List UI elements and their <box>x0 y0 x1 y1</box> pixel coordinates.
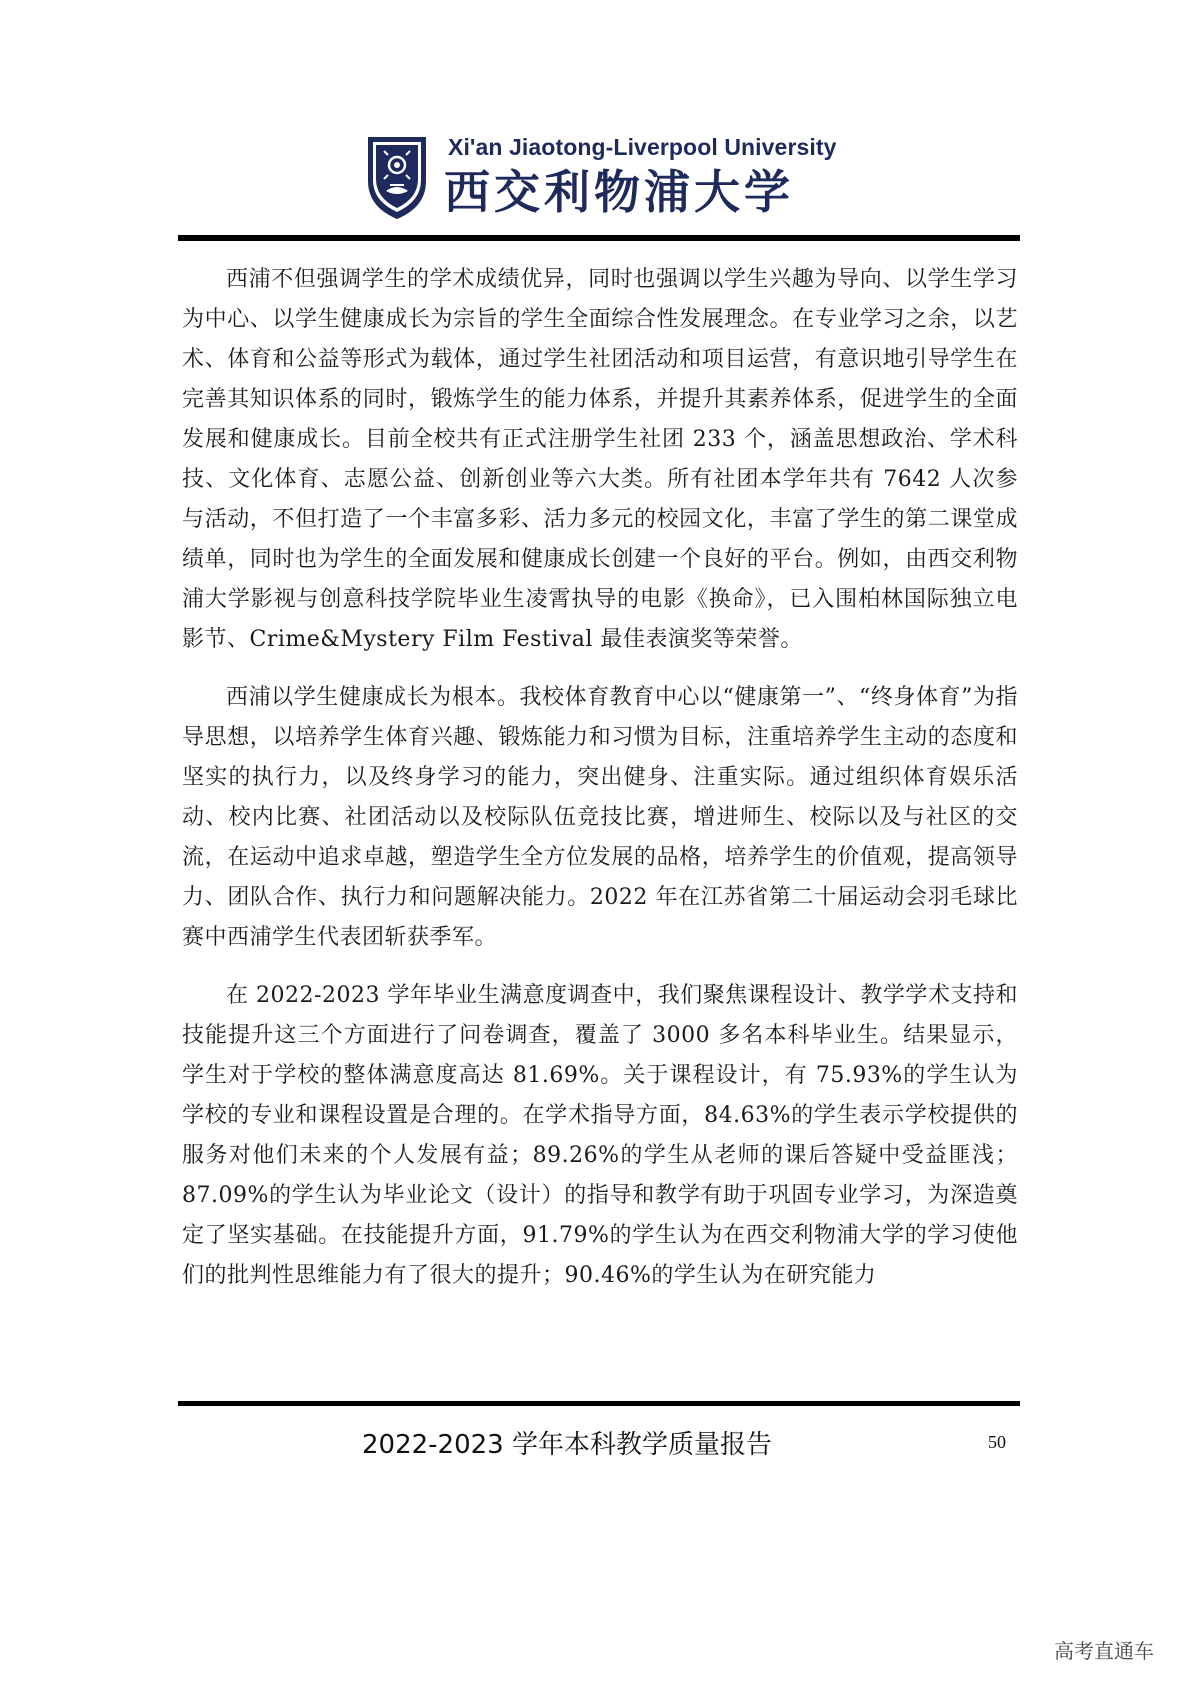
footer-divider <box>178 1401 1020 1406</box>
paragraph: 西浦以学生健康成长为根本。我校体育教育中心以“健康第一”、“终身体育”为指导思想，以培养学生体育兴趣、锻炼能力和习惯为目标，注重培养学生主动的态度和坚实的执行力，以及终身学习的能力，突出健身、注重实际。通过组织体育娱乐活动、校内比赛、社团活动以及校际队伍竞技比赛，增进师生、校际以及与社区的交流，在运动中追求卓越，塑造学生全方位发展的品格，培养学生的价值观，提高领导力、团队合作、执行力和问题解决能力。2022 年在江苏省第二十届运动会羽毛球比赛中西浦学生代表团斩获季军。 <box>182 685 1018 950</box>
university-name-cn: 西交利物浦大学 <box>444 165 794 219</box>
report-body <box>182 260 1018 1314</box>
university-name-en: Xi'an Jiaotong-Liverpool University <box>448 134 837 160</box>
university-crest-icon <box>366 135 428 221</box>
paragraph: 西浦不但强调学生的学术成绩优异，同时也强调以学生兴趣为导向、以学生学习为中心、以学生健康成长为宗旨的学生全面综合性发展理念。在专业学习之余，以艺术、体育和公益等形式为载体，通过学生社团活动和项目运营，有意识地引导学生在完善其知识体系的同时，锻炼学生的能力体系，并提升其素养体系，促进学生的全面发展和健康成长。目前全校共有正式注册学生社团 233 个，涵盖思想政治、学术科技、文化体育、志愿公益、创新创业等六大类。所有社团本学年共有 7642 人次参与活动，不但打造了一个丰富多彩、活力多元的校园文化，丰富了学生的第二课堂成绩单，同时也为学生的全面发展和健康成长创建一个良好的平台。例如，由西交利物浦大学影视与创意科技学院毕业生凌霄执导的电影《换命》，已入围柏林国际独立电影节、Crime&Mystery Film Festival 最佳表演奖等荣誉。 <box>182 267 1018 652</box>
header-divider <box>178 235 1020 241</box>
page-header <box>0 0 1190 245</box>
page-number: 50 <box>988 1432 1006 1452</box>
paragraph: 在 2022-2023 学年毕业生满意度调查中，我们聚焦课程设计、教学学术支持和技能提升这三个方面进行了问卷调查，覆盖了 3000 多名本科毕业生。结果显示，学生对于学校的整体满意度高达 81.69%。关于课程设计，有 75.93%的学生认为学校的专业和课程设置是合理的。在学术指导方面，84.63%的学生表示学校提供的服务对他们未来的个人发展有益；89.26%的学生从老师的课后答疑中受益匪浅；87.09%的学生认为毕业论文（设计）的指导和教学有助于巩固专业学习，为深造奠定了坚实基础。在技能提升方面，91.79%的学生认为在西交利物浦大学的学习使他们的批判性思维能力有了很大的提升；90.46%的学生认为在研究能力 <box>182 983 1018 1288</box>
watermark-text: 高考直通车 <box>1054 1639 1154 1663</box>
footer-report-title: 2022-2023 学年本科教学质量报告 <box>362 1430 772 1460</box>
